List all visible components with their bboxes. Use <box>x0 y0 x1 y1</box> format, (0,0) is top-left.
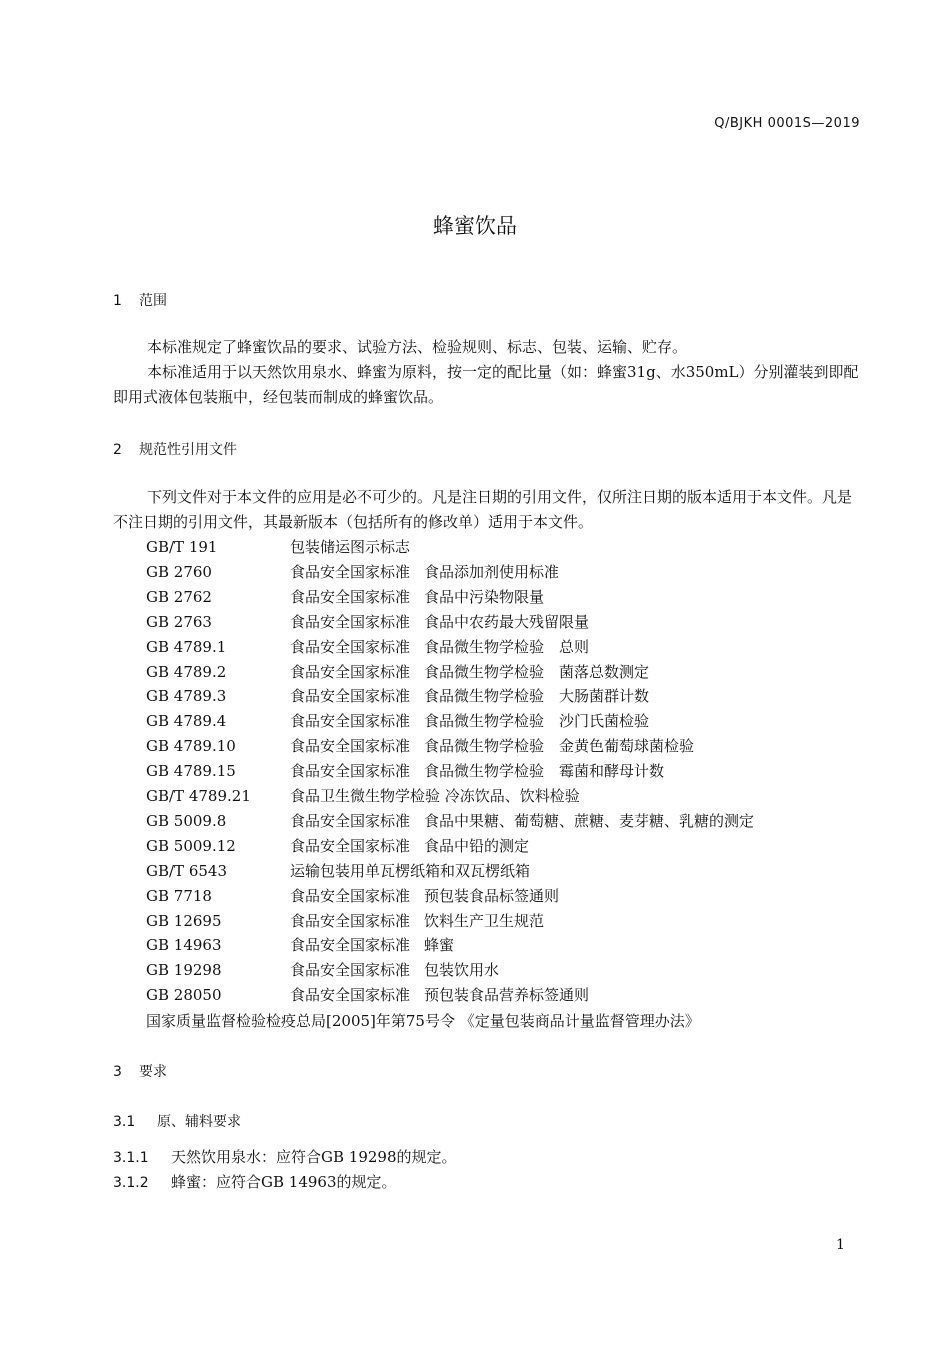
reference-title: 食品安全国家标准 <box>290 662 411 681</box>
section-title: 范围 <box>139 293 167 309</box>
reference-row <box>146 958 499 983</box>
reference-row <box>146 933 454 958</box>
reference-title: 食品安全国家标准 <box>290 587 411 606</box>
reference-code: GB/T 6543 <box>146 861 228 880</box>
reference-title: 包装储运图示标志 <box>290 538 411 556</box>
reference-row <box>146 834 529 859</box>
section-title: 规范性引用文件 <box>139 442 237 458</box>
section-number: 1 <box>113 293 122 309</box>
reference-title: 食品安全国家标准 <box>290 986 411 1005</box>
item-text: 蜂蜜：应符合GB 14963的规定。 <box>171 1173 397 1191</box>
reference-title: 食品安全国家标准 <box>290 637 411 656</box>
reference-code: GB 4789.2 <box>146 662 227 681</box>
reference-row <box>146 909 544 934</box>
reference-row <box>146 759 664 784</box>
standard-code: Q/BJKH 0001S—2019 <box>714 116 860 131</box>
section-heading-references <box>113 439 237 459</box>
reference-row <box>146 635 589 660</box>
subsection-number: 3.1 <box>113 1114 136 1130</box>
reference-code: GB 14963 <box>146 936 222 955</box>
reference-subtitle: 食品添加剂使用标准 <box>424 562 560 581</box>
reference-subtitle: 饮料生产卫生规范 <box>424 911 545 930</box>
scope-paragraph-2: 本标准适用于以天然饮用泉水、蜂蜜为原料，按一定的配比量（如：蜂蜜31g、水350mL）分别灌装到即配即用式液体包装瓶中，经包装而制成的蜂蜜饮品。 <box>113 363 859 406</box>
reference-subtitle: 食品中污染物限量 <box>424 587 545 606</box>
reference-subtitle: 食品中农药最大残留限量 <box>424 612 590 631</box>
subsection-title: 原、辅料要求 <box>157 1114 241 1130</box>
reference-subtitle: 预包装食品营养标签通则 <box>424 986 590 1005</box>
reference-title: 食品安全国家标准 <box>290 562 411 581</box>
reference-title: 食品安全国家标准 <box>290 936 411 955</box>
reference-title: 食品安全国家标准 <box>290 811 411 830</box>
section-heading-scope <box>113 290 167 310</box>
section-title: 要求 <box>139 1064 167 1080</box>
reference-row <box>146 784 580 809</box>
reference-code: GB 5009.12 <box>146 836 236 855</box>
reference-code: GB 2763 <box>146 612 212 631</box>
reference-subtitle: 食品微生物学检验 霉菌和酵母计数 <box>424 762 665 781</box>
reference-extra: 国家质量监督检验检疫总局[2005]年第75号令 《定量包装商品计量监督管理办法》 <box>146 1012 700 1030</box>
reference-code: GB 2762 <box>146 587 212 606</box>
reference-subtitle: 食品中铅的测定 <box>424 836 530 855</box>
reference-row <box>146 610 589 635</box>
reference-title: 运输包装用单瓦楞纸箱和双瓦楞纸箱 <box>290 861 531 880</box>
subsection-heading-materials <box>113 1111 241 1131</box>
reference-title: 食品安全国家标准 <box>290 961 411 980</box>
reference-row <box>146 560 559 585</box>
reference-title: 食品安全国家标准 <box>290 737 411 756</box>
reference-row <box>146 859 530 884</box>
reference-title: 食品安全国家标准 <box>290 886 411 905</box>
reference-row <box>146 809 754 834</box>
item-number: 3.1.2 <box>113 1175 149 1191</box>
reference-row <box>146 660 649 685</box>
reference-row <box>146 884 559 909</box>
item-text: 天然饮用泉水：应符合GB 19298的规定。 <box>171 1148 457 1166</box>
reference-row <box>146 535 410 560</box>
section-heading-requirements <box>113 1061 167 1081</box>
reference-subtitle: 包装饮用水 <box>424 961 500 980</box>
reference-code: GB 19298 <box>146 961 222 980</box>
reference-code: GB/T 191 <box>146 538 218 556</box>
reference-title: 食品安全国家标准 <box>290 911 411 930</box>
reference-code: GB 4789.1 <box>146 637 227 656</box>
reference-title: 食品安全国家标准 <box>290 612 411 631</box>
item-number: 3.1.1 <box>113 1150 149 1166</box>
reference-subtitle: 食品微生物学检验 总则 <box>424 637 590 656</box>
requirement-item <box>113 1146 457 1167</box>
references-intro: 下列文件对于本文件的应用是必不可少的。凡是注日期的引用文件，仅所注日期的版本适用于本文件。凡是不注日期的引用文件，其最新版本（包括所有的修改单）适用于本文件。 <box>113 488 853 531</box>
reference-code: GB 12695 <box>146 911 222 930</box>
document-title: 蜂蜜饮品 <box>433 214 517 238</box>
page-number: 1 <box>836 1237 845 1253</box>
reference-row <box>146 734 694 759</box>
reference-subtitle: 预包装食品标签通则 <box>424 886 560 905</box>
reference-code: GB 4789.15 <box>146 762 236 781</box>
reference-title: 食品安全国家标准 <box>290 836 411 855</box>
reference-code: GB/T 4789.21 <box>146 787 251 805</box>
reference-subtitle: 食品微生物学检验 金黄色葡萄球菌检验 <box>424 737 695 756</box>
scope-paragraph-1: 本标准规定了蜂蜜饮品的要求、试验方法、检验规则、标志、包装、运输、贮存。 <box>147 338 688 356</box>
reference-title: 食品安全国家标准 <box>290 712 411 731</box>
reference-title: 食品安全国家标准 <box>290 762 411 781</box>
section-number: 2 <box>113 442 122 458</box>
reference-subtitle: 食品中果糖、葡萄糖、蔗糖、麦芽糖、乳糖的测定 <box>424 811 755 830</box>
reference-code: GB 4789.10 <box>146 737 236 756</box>
reference-subtitle: 食品微生物学检验 菌落总数测定 <box>424 662 650 681</box>
reference-code: GB 5009.8 <box>146 811 227 830</box>
reference-row <box>146 709 649 734</box>
reference-title: 食品卫生微生物学检验 冷冻饮品、饮料检验 <box>290 787 580 805</box>
reference-code: GB 4789.3 <box>146 687 227 706</box>
reference-row <box>146 983 589 1008</box>
reference-title: 食品安全国家标准 <box>290 687 411 706</box>
reference-subtitle: 食品微生物学检验 沙门氏菌检验 <box>424 712 650 731</box>
reference-row <box>146 684 649 709</box>
reference-code: GB 7718 <box>146 886 212 905</box>
requirement-item <box>113 1171 397 1192</box>
section-number: 3 <box>113 1064 122 1080</box>
reference-subtitle: 食品微生物学检验 大肠菌群计数 <box>424 687 650 706</box>
reference-subtitle: 蜂蜜 <box>424 936 455 955</box>
reference-code: GB 28050 <box>146 986 222 1005</box>
reference-code: GB 4789.4 <box>146 712 227 731</box>
reference-code: GB 2760 <box>146 562 212 581</box>
reference-row <box>146 585 544 610</box>
